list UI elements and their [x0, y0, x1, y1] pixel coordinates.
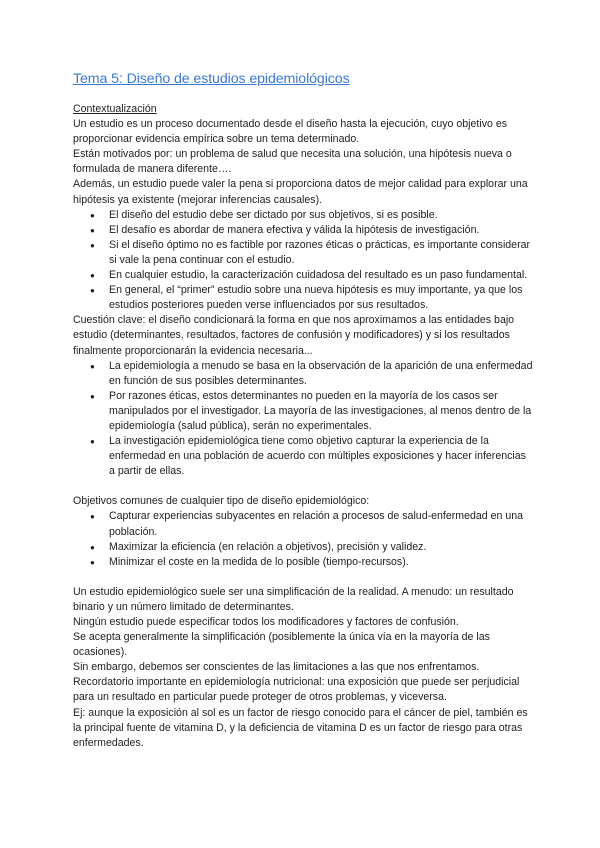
bullet-list	[73, 509, 533, 569]
paragraph: Están motivados por: un problema de salud que necesita una solución, una hipótesis nueva o formulada de manera diferente….	[73, 148, 512, 176]
list-item: ● En general, el “primer” estudio sobre una nueva hipótesis es muy importante, ya que los estudios posteriores pueden verse influenciados por sus resultados.	[73, 283, 533, 313]
objectives-intro: Objetivos comunes de cualquier tipo de diseño epidemiológico:	[73, 495, 370, 508]
section-heading-contextualizacion: Contextualización	[73, 103, 157, 115]
bullet-list	[73, 208, 533, 314]
paragraph: Un estudio epidemiológico suele ser una simplificación de la realidad. A menudo: un resultado binario y un número limitado de determinantes.	[73, 585, 514, 613]
list-item: ● En cualquier estudio, la caracterización cuidadosa del resultado es un paso fundamental.	[73, 268, 533, 283]
paragraph: Recordatorio importante en epidemiología nutricional: una exposición que puede ser perjudicial para un resultado en particular puede proteger de otros problemas, y viceversa.	[73, 676, 520, 704]
list-item: ● La investigación epidemiológica tiene como objetivo capturar la experiencia de la enfermedad en una población de acuerdo con múltiples exposiciones y hacer inferencias a partir de ellas.	[73, 434, 533, 479]
list-item: ● Por razones éticas, estos determinantes no pueden en la mayoría de los casos ser manipulados por el investigador. La mayoría de las investigaciones, al menos dentro de la epidemiología (salud pública), serán no experimentales.	[73, 389, 533, 434]
paragraph: Se acepta generalmente la simplificación (posiblemente la única vía en la mayoría de las ocasiones).	[73, 631, 490, 659]
list-item: ● Maximizar la eficiencia (en relación a objetivos), precisión y validez.	[73, 540, 533, 555]
spacer	[73, 570, 533, 585]
paragraph: Ej: aunque la exposición al sol es un factor de riesgo conocido para el cáncer de piel, también es la principal fuente de vitamina D, y la deficiencia de vitamina D es un factor de riesgo para otras enfermedades.	[73, 706, 528, 749]
page-title: Tema 5: Diseño de estudios epidemiológicos	[73, 71, 350, 87]
key-question-paragraph: Cuestión clave: el diseño condicionará la forma en que nos aproximamos a las entidades bajo estudio (determinantes, resultados, factores de confusión y modificadores) y si los resultados finalmente proporcionarán la evidencia necesaria...	[73, 314, 515, 357]
list-item: ● Si el diseño óptimo no es factible por razones éticas o prácticas, es importante considerar si vale la pena continuar con el estudio.	[73, 238, 533, 268]
list-item: ● El desafío es abordar de manera efectiva y válida la hipótesis de investigación.	[73, 223, 533, 238]
bullet-list	[73, 359, 533, 480]
spacer	[73, 479, 533, 494]
list-item: ● El diseño del estudio debe ser dictado por sus objetivos, si es posible.	[73, 208, 533, 223]
paragraph: Un estudio es un proceso documentado desde el diseño hasta la ejecución, cuyo objetivo es proporcionar evidencia empírica sobre un tema determinado.	[73, 118, 508, 146]
list-item: ● Capturar experiencias subyacentes en relación a procesos de salud-enfermedad en una población.	[73, 509, 533, 539]
paragraph: Sin embargo, debemos ser conscientes de las limitaciones a las que nos enfrentamos.	[73, 661, 480, 674]
paragraph: Además, un estudio puede valer la pena si proporciona datos de mejor calidad para explorar una hipótesis ya existente (mejorar inferencias causales).	[73, 178, 528, 206]
list-item: ● Minimizar el coste en la medida de lo posible (tiempo-recursos).	[73, 555, 533, 570]
list-item: ● La epidemiología a menudo se basa en la observación de la aparición de una enfermedad en función de sus posibles determinantes.	[73, 359, 533, 389]
document-content	[73, 70, 533, 751]
paragraph: Ningún estudio puede especificar todos los modificadores y factores de confusión.	[73, 616, 459, 628]
